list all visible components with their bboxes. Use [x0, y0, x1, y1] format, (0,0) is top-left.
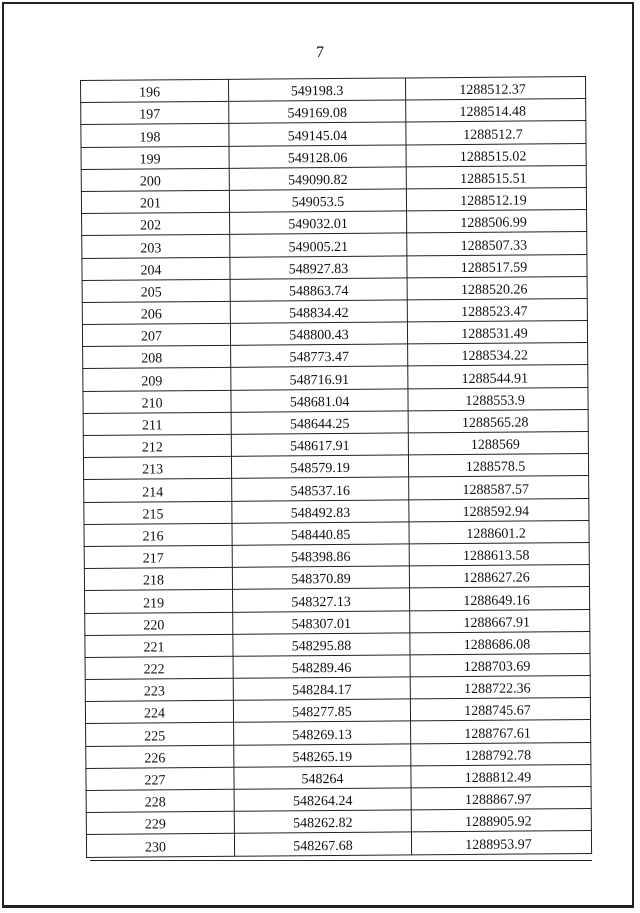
point-number-cell: 230: [86, 834, 234, 857]
point-number-cell: 198: [81, 124, 229, 147]
x-coordinate-cell: 548269.13: [234, 721, 411, 745]
y-coordinate-cell: 1288613.58: [409, 542, 589, 566]
y-coordinate-cell: 1288587.57: [409, 476, 589, 500]
table-row: [83, 432, 588, 458]
table-row: [83, 365, 588, 391]
point-number-cell: 220: [85, 612, 233, 635]
table-row: [82, 298, 587, 324]
point-number-cell: 200: [81, 168, 229, 191]
point-number-cell: 219: [85, 590, 233, 613]
point-number-cell: 201: [81, 190, 229, 213]
x-coordinate-cell: 548863.74: [230, 278, 407, 302]
x-coordinate-cell: 548834.42: [230, 300, 407, 324]
point-number-cell: 212: [83, 434, 231, 457]
x-coordinate-cell: 548370.89: [232, 566, 409, 590]
table-row: [84, 520, 589, 546]
x-coordinate-cell: 549128.06: [229, 145, 406, 169]
table-row: [81, 121, 586, 147]
table-row: [85, 698, 590, 724]
table-row: [86, 720, 591, 746]
table-row: [81, 165, 586, 191]
x-coordinate-cell: 548681.04: [231, 389, 408, 413]
y-coordinate-cell: 1288792.78: [411, 742, 591, 766]
x-coordinate-cell: 549032.01: [230, 211, 407, 235]
point-number-cell: 221: [85, 634, 233, 657]
x-coordinate-cell: 549053.5: [229, 189, 406, 213]
table-row: [81, 143, 586, 169]
y-coordinate-cell: 1288667.91: [410, 609, 590, 633]
point-number-cell: 207: [82, 323, 230, 346]
table-row: [85, 653, 590, 679]
y-coordinate-cell: 1288745.67: [410, 698, 590, 722]
y-coordinate-cell: 1288569: [408, 432, 588, 456]
x-coordinate-cell: 548267.68: [234, 832, 411, 856]
point-number-cell: 216: [84, 523, 232, 546]
x-coordinate-cell: 548295.88: [233, 633, 410, 657]
point-number-cell: 224: [85, 701, 233, 724]
x-coordinate-cell: 548262.82: [234, 810, 411, 834]
table-row: [85, 609, 590, 635]
table-row: [84, 565, 589, 591]
table-row: [82, 210, 587, 236]
y-coordinate-cell: 1288812.49: [411, 764, 591, 788]
x-coordinate-cell: 548440.85: [232, 522, 409, 546]
y-coordinate-cell: 1288686.08: [410, 631, 590, 655]
point-number-cell: 211: [83, 412, 231, 435]
y-coordinate-cell: 1288512.37: [405, 77, 585, 101]
point-number-cell: 210: [83, 390, 231, 413]
x-coordinate-cell: 549145.04: [229, 122, 406, 146]
table-row: [83, 454, 588, 480]
y-coordinate-cell: 1288531.49: [407, 321, 587, 345]
y-coordinate-cell: 1288767.61: [411, 720, 591, 744]
y-coordinate-cell: 1288722.36: [410, 676, 590, 700]
y-coordinate-cell: 1288514.48: [406, 99, 586, 123]
table-row: [84, 476, 589, 502]
y-coordinate-cell: 1288523.47: [407, 298, 587, 322]
point-number-cell: 208: [83, 346, 231, 369]
y-coordinate-cell: 1288544.91: [408, 365, 588, 389]
table-row: [82, 276, 587, 302]
y-coordinate-cell: 1288905.92: [411, 809, 591, 833]
x-coordinate-cell: 548265.19: [234, 744, 411, 768]
y-coordinate-cell: 1288515.02: [406, 143, 586, 167]
point-number-cell: 229: [86, 811, 234, 834]
point-number-cell: 217: [84, 545, 232, 568]
point-number-cell: 213: [83, 457, 231, 480]
y-coordinate-cell: 1288592.94: [409, 498, 589, 522]
x-coordinate-cell: 549198.3: [228, 78, 405, 102]
table-row: [86, 764, 591, 790]
table-row: [86, 831, 591, 857]
point-number-cell: 196: [81, 79, 229, 102]
y-coordinate-cell: 1288512.19: [406, 187, 586, 211]
y-coordinate-cell: 1288703.69: [410, 653, 590, 677]
x-coordinate-cell: 548644.25: [231, 411, 408, 435]
x-coordinate-cell: 549005.21: [230, 233, 407, 257]
x-coordinate-cell: 548927.83: [230, 255, 407, 279]
table-row: [83, 343, 588, 369]
table-row: [86, 742, 591, 768]
coordinate-table-body: [81, 77, 592, 858]
x-coordinate-cell: 548773.47: [231, 344, 408, 368]
y-coordinate-cell: 1288553.9: [408, 387, 588, 411]
point-number-cell: 203: [82, 235, 230, 258]
x-coordinate-cell: 548264.24: [234, 788, 411, 812]
y-coordinate-cell: 1288507.33: [407, 232, 587, 256]
y-coordinate-cell: 1288515.51: [406, 165, 586, 189]
point-number-cell: 204: [82, 257, 230, 280]
x-coordinate-cell: 548537.16: [232, 477, 409, 501]
x-coordinate-cell: 548492.83: [232, 499, 409, 523]
table-row: [82, 254, 587, 280]
page-number: 7: [316, 44, 324, 61]
x-coordinate-cell: 549169.08: [229, 100, 406, 124]
y-coordinate-cell: 1288867.97: [411, 787, 591, 811]
point-number-cell: 214: [84, 479, 232, 502]
point-number-cell: 209: [83, 368, 231, 391]
y-coordinate-cell: 1288534.22: [408, 343, 588, 367]
y-coordinate-cell: 1288601.2: [409, 520, 589, 544]
point-number-cell: 227: [86, 767, 234, 790]
table-row: [85, 676, 590, 702]
x-coordinate-cell: 548398.86: [232, 544, 409, 568]
y-coordinate-cell: 1288512.7: [406, 121, 586, 145]
table-row: [84, 498, 589, 524]
table-row: [83, 409, 588, 435]
point-number-cell: 206: [82, 301, 230, 324]
table-row: [81, 99, 586, 125]
point-number-cell: 197: [81, 102, 229, 125]
table-row: [81, 77, 586, 103]
point-number-cell: 199: [81, 146, 229, 169]
point-number-cell: 205: [82, 279, 230, 302]
y-coordinate-cell: 1288627.26: [409, 565, 589, 589]
y-coordinate-cell: 1288506.99: [407, 210, 587, 234]
y-coordinate-cell: 1288565.28: [408, 409, 588, 433]
table-row: [86, 787, 591, 813]
y-coordinate-cell: 1288517.59: [407, 254, 587, 278]
x-coordinate-cell: 548277.85: [233, 699, 410, 723]
point-number-cell: 228: [86, 789, 234, 812]
y-coordinate-cell: 1288649.16: [410, 587, 590, 611]
x-coordinate-cell: 548289.46: [233, 655, 410, 679]
table-row: [82, 321, 587, 347]
coordinate-table: [80, 76, 592, 858]
x-coordinate-cell: 548579.19: [231, 455, 408, 479]
x-coordinate-cell: 549090.82: [229, 167, 406, 191]
table-row: [84, 542, 589, 568]
y-coordinate-cell: 1288578.5: [408, 454, 588, 478]
point-number-cell: 225: [86, 723, 234, 746]
x-coordinate-cell: 548617.91: [231, 433, 408, 457]
table-row: [82, 232, 587, 258]
table-row: [83, 387, 588, 413]
point-number-cell: 218: [84, 567, 232, 590]
point-number-cell: 226: [86, 745, 234, 768]
table-row: [81, 187, 586, 213]
x-coordinate-cell: 548264: [234, 766, 411, 790]
point-number-cell: 215: [84, 501, 232, 524]
table-bottom-line: [90, 860, 592, 861]
table-row: [85, 587, 590, 613]
point-number-cell: 222: [85, 656, 233, 679]
table-row: [85, 631, 590, 657]
x-coordinate-cell: 548284.17: [233, 677, 410, 701]
x-coordinate-cell: 548800.43: [230, 322, 407, 346]
y-coordinate-cell: 1288953.97: [411, 831, 591, 855]
x-coordinate-cell: 548307.01: [233, 610, 410, 634]
point-number-cell: 202: [82, 212, 230, 235]
y-coordinate-cell: 1288520.26: [407, 276, 587, 300]
x-coordinate-cell: 548716.91: [231, 366, 408, 390]
table-row: [86, 809, 591, 835]
point-number-cell: 223: [85, 678, 233, 701]
x-coordinate-cell: 548327.13: [233, 588, 410, 612]
